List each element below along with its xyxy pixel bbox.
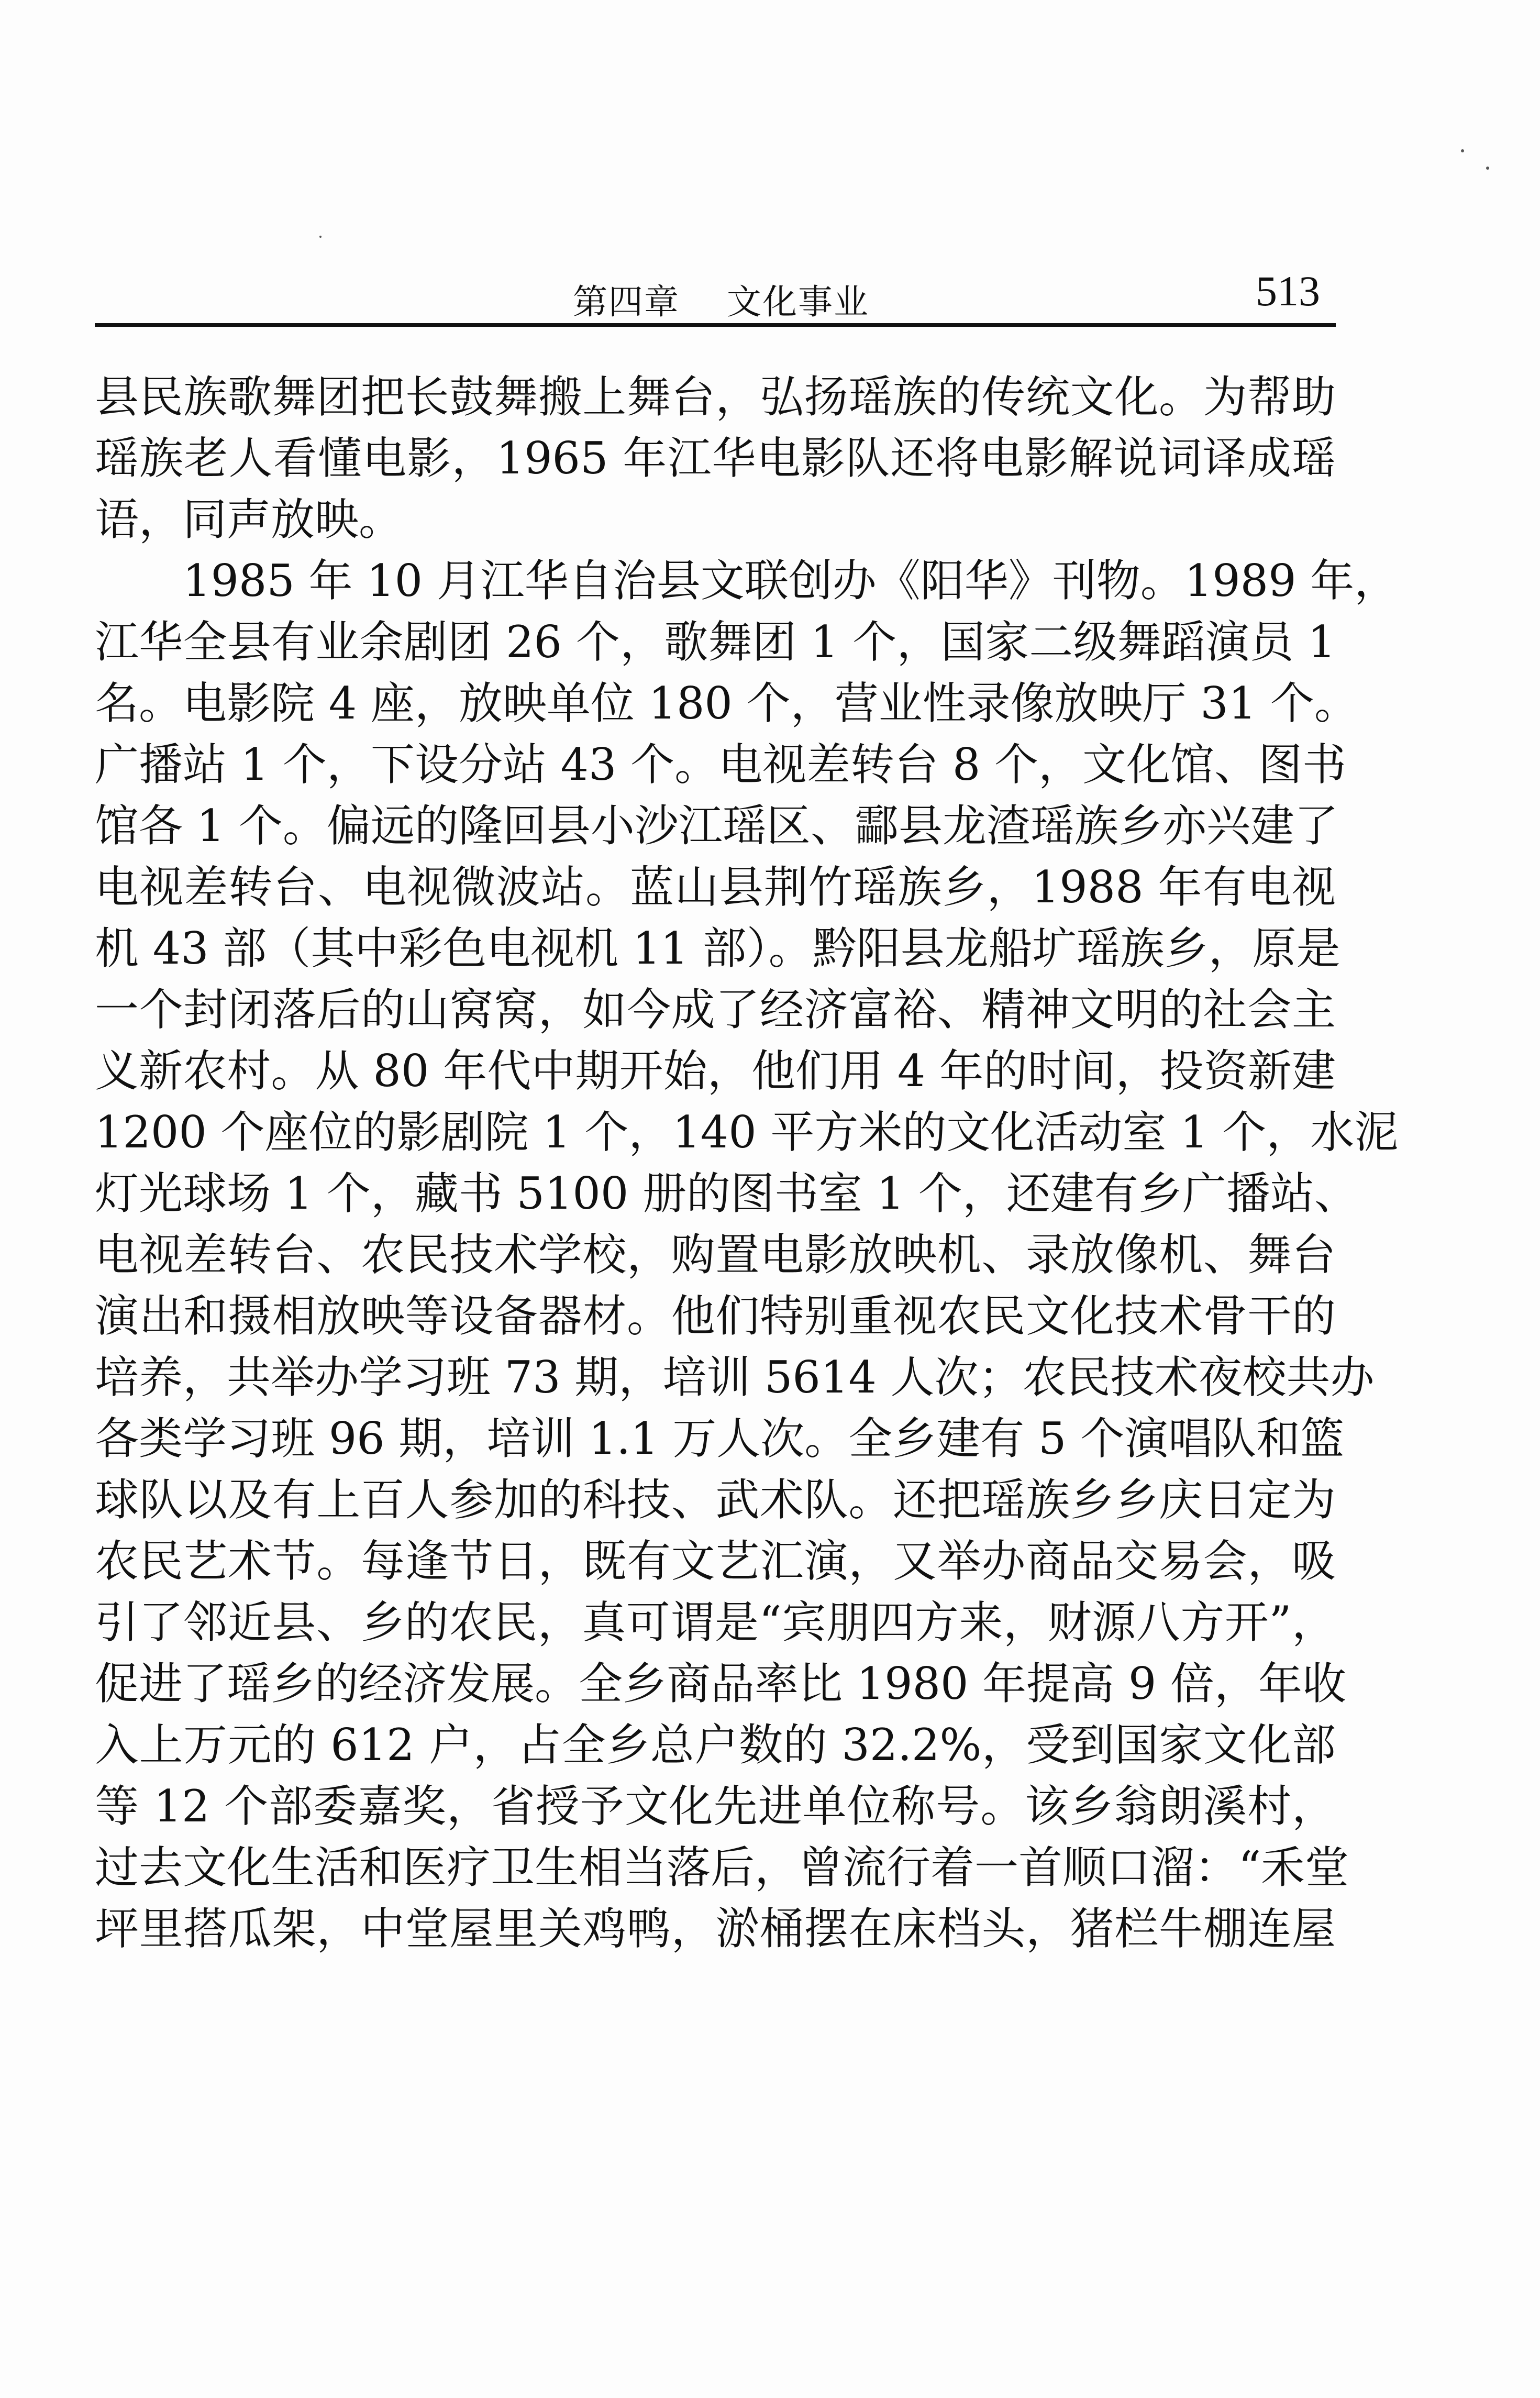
- text-line: 农民艺术节。每逢节日，既有文艺汇演，又举办商品交易会，吸: [95, 1535, 1336, 1587]
- text-line: 名。电影院 4 座，放映单位 180 个，营业性录像放映厅 31 个。: [95, 678, 1358, 729]
- text-line: 江华全县有业余剧团 26 个，歌舞团 1 个，国家二级舞蹈演员 1: [95, 616, 1336, 668]
- page-number: 513: [1256, 267, 1320, 315]
- text-line: 县民族歌舞团把长鼓舞搬上舞台，弘扬瑶族的传统文化。为帮助: [95, 371, 1336, 423]
- text-line: 引了邻近县、乡的农民，真可谓是“宾朋四方来，财源八方开”，: [95, 1597, 1336, 1648]
- text-line: 1200 个座位的影剧院 1 个，140 平方米的文化活动室 1 个，水泥: [95, 1107, 1399, 1158]
- text-line: 等 12 个部委嘉奖，省授予文化先进单位称号。该乡翁朗溪村，: [95, 1781, 1336, 1832]
- text-line: 促进了瑶乡的经济发展。全乡商品率比 1980 年提高 9 倍，年收: [95, 1658, 1347, 1709]
- text-line: 电视差转台、农民技术学校，购置电影放映机、录放像机、舞台: [95, 1229, 1336, 1280]
- text-line: 球队以及有上百人参加的科技、武术队。还把瑶族乡乡庆日定为: [95, 1474, 1336, 1526]
- text-line: 各类学习班 96 期，培训 1.1 万人次。全乡建有 5 个演唱队和篮: [95, 1413, 1345, 1464]
- text-line: 电视差转台、电视微波站。蓝山县荆竹瑶族乡，1988 年有电视: [95, 861, 1336, 913]
- chapter-title: 文化事业: [727, 282, 869, 322]
- header-rule: [95, 323, 1336, 327]
- scan-speck: [1461, 149, 1464, 152]
- text-line: 过去文化生活和医疗卫生相当落后，曾流行着一首顺口溜：“禾堂: [95, 1842, 1349, 1893]
- text-line: 入上万元的 612 户，占全乡总户数的 32.2%，受到国家文化部: [95, 1719, 1336, 1771]
- text-line: 语，同声放映。: [95, 494, 403, 545]
- text-line: [95, 1960, 1336, 2021]
- running-header: [95, 264, 1336, 327]
- text-line: 一个封闭落后的山窝窝，如今成了经济富裕、精神文明的社会主: [95, 984, 1336, 1035]
- text-line: 培养，共举办学习班 73 期，培训 5614 人次；农民技术夜校共办: [95, 1352, 1375, 1403]
- text-line: 灯光球场 1 个，藏书 5100 册的图书室 1 个，还建有乡广播站、: [95, 1168, 1358, 1219]
- chapter-heading: [573, 274, 869, 324]
- scan-speck: [1486, 167, 1489, 170]
- chapter-number: 第四章: [573, 282, 680, 322]
- text-line: 广播站 1 个，下设分站 43 个。电视差转台 8 个，文化馆、图书: [95, 739, 1346, 790]
- text-line: 馆各 1 个。偏远的隆回县小沙江瑶区、酃县龙渣瑶族乡亦兴建了: [95, 800, 1338, 852]
- scan-speck: [319, 236, 322, 238]
- text-line: 1985 年 10 月江华自治县文联创办《阳华》刊物。1989 年，: [183, 555, 1399, 606]
- text-line: 机 43 部（其中彩色电视机 11 部）。黔阳县龙船圹瑶族乡，原是: [95, 923, 1340, 974]
- text-line: 瑶族老人看懂电影，1965 年江华电影队还将电影解说词译成瑶: [95, 433, 1336, 484]
- body-text: [95, 367, 1399, 2021]
- text-line: 义新农村。从 80 年代中期开始，他们用 4 年的时间，投资新建: [95, 1045, 1336, 1097]
- text-line: 坪里搭瓜架，中堂屋里关鸡鸭，淤桶摆在床档头，猪栏牛棚连屋: [95, 1903, 1336, 1954]
- text-line: 演出和摄相放映等设备器材。他们特别重视农民文化技术骨干的: [95, 1290, 1336, 1342]
